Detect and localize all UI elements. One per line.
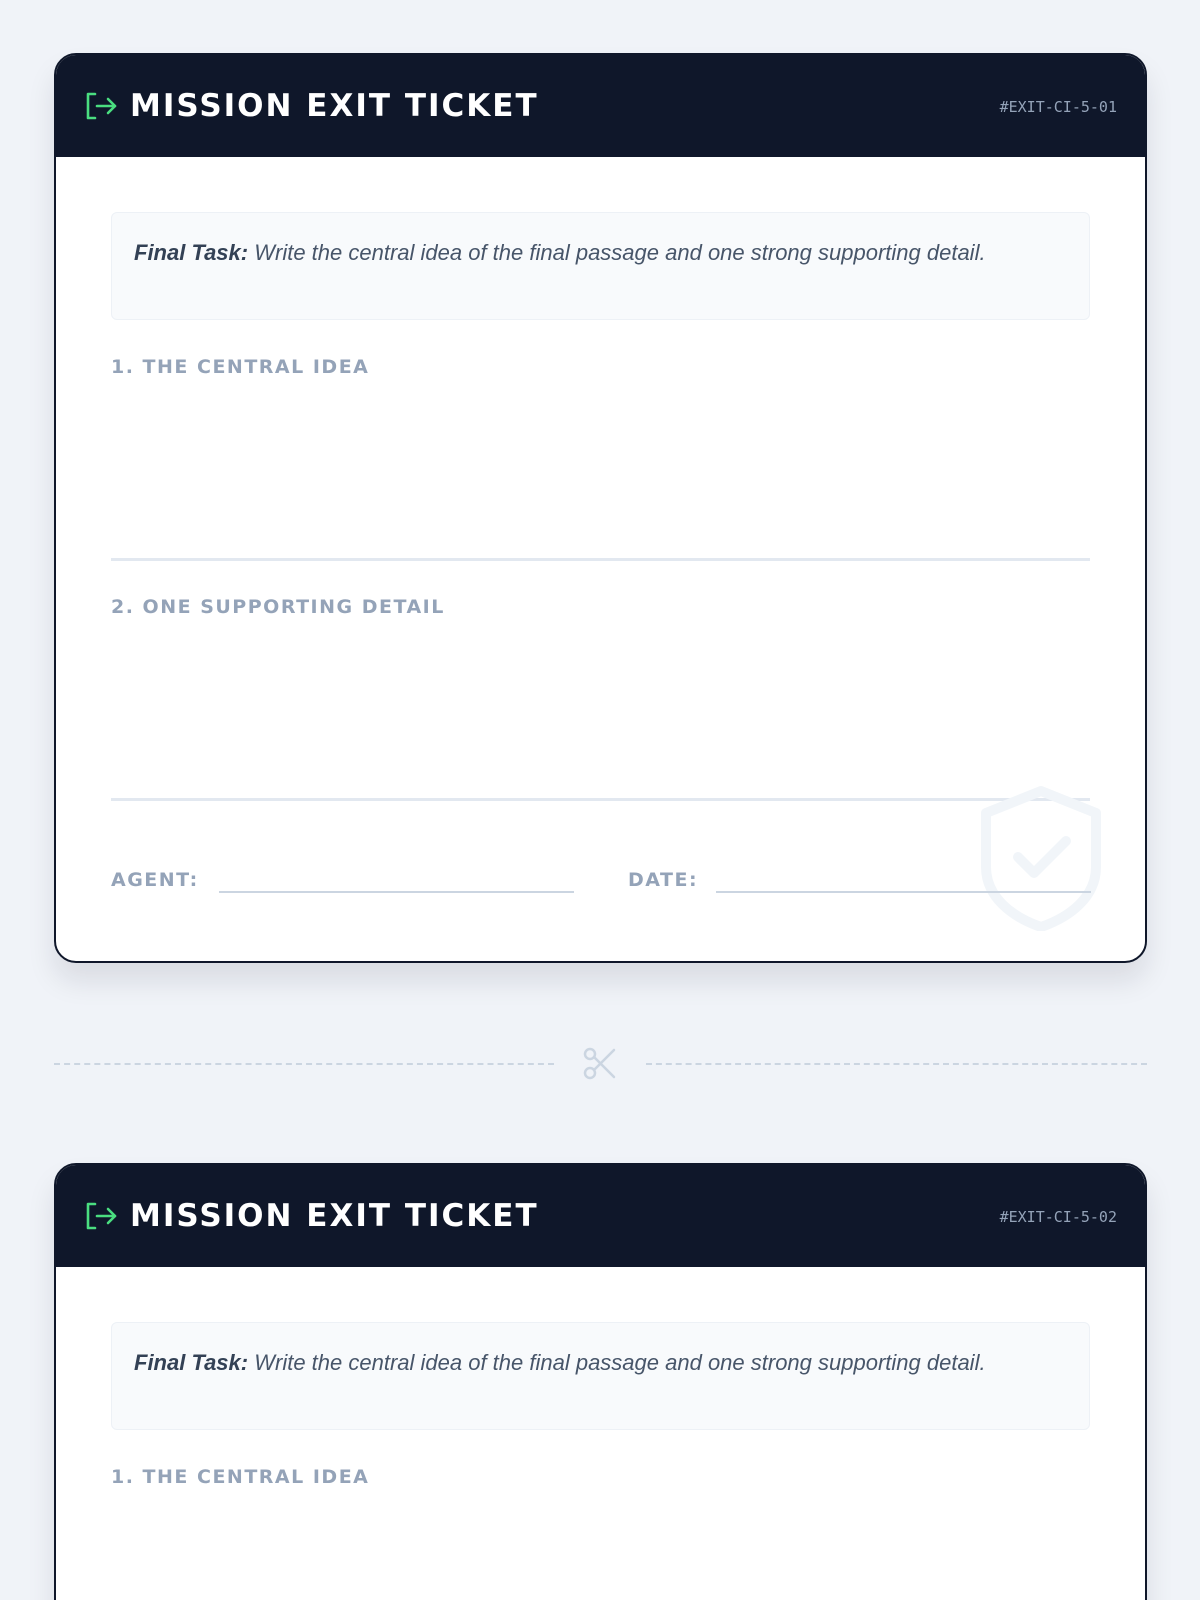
shield-check-icon [978,785,1104,931]
cut-line-right [646,1063,1147,1065]
exit-ticket-2 [54,1163,1147,1600]
date-line[interactable] [716,891,1091,893]
ticket-id: #EXIT-CI-5-01 [999,98,1117,116]
date-label: DATE: [628,869,699,891]
ticket-title: MISSION EXIT TICKET [130,1198,539,1234]
task-box [111,212,1090,320]
task-box [111,1322,1090,1430]
cut-line-left [54,1063,554,1065]
task-label: Final Task: [134,1350,249,1375]
central-idea-label: 1. THE CENTRAL IDEA [111,1466,370,1488]
task-text: Write the central idea of the final passage and one strong supporting detail. [248,1350,986,1375]
ticket-id: #EXIT-CI-5-02 [999,1208,1117,1226]
agent-label: AGENT: [111,869,199,891]
exit-ticket-1 [54,53,1147,963]
supporting-detail-label: 2. ONE SUPPORTING DETAIL [111,596,445,618]
agent-name-line[interactable] [219,891,574,893]
task-label: Final Task: [134,240,249,265]
ticket-header [56,1165,1145,1267]
exit-icon [84,1201,118,1231]
ticket-title: MISSION EXIT TICKET [130,88,539,124]
scissors-icon [580,1045,620,1081]
ticket-header [56,55,1145,157]
central-idea-label: 1. THE CENTRAL IDEA [111,356,370,378]
task-text: Write the central idea of the final passage and one strong supporting detail. [248,240,986,265]
central-idea-answer-line[interactable] [111,558,1090,561]
supporting-detail-answer-line[interactable] [111,798,1090,801]
exit-icon [84,91,118,121]
